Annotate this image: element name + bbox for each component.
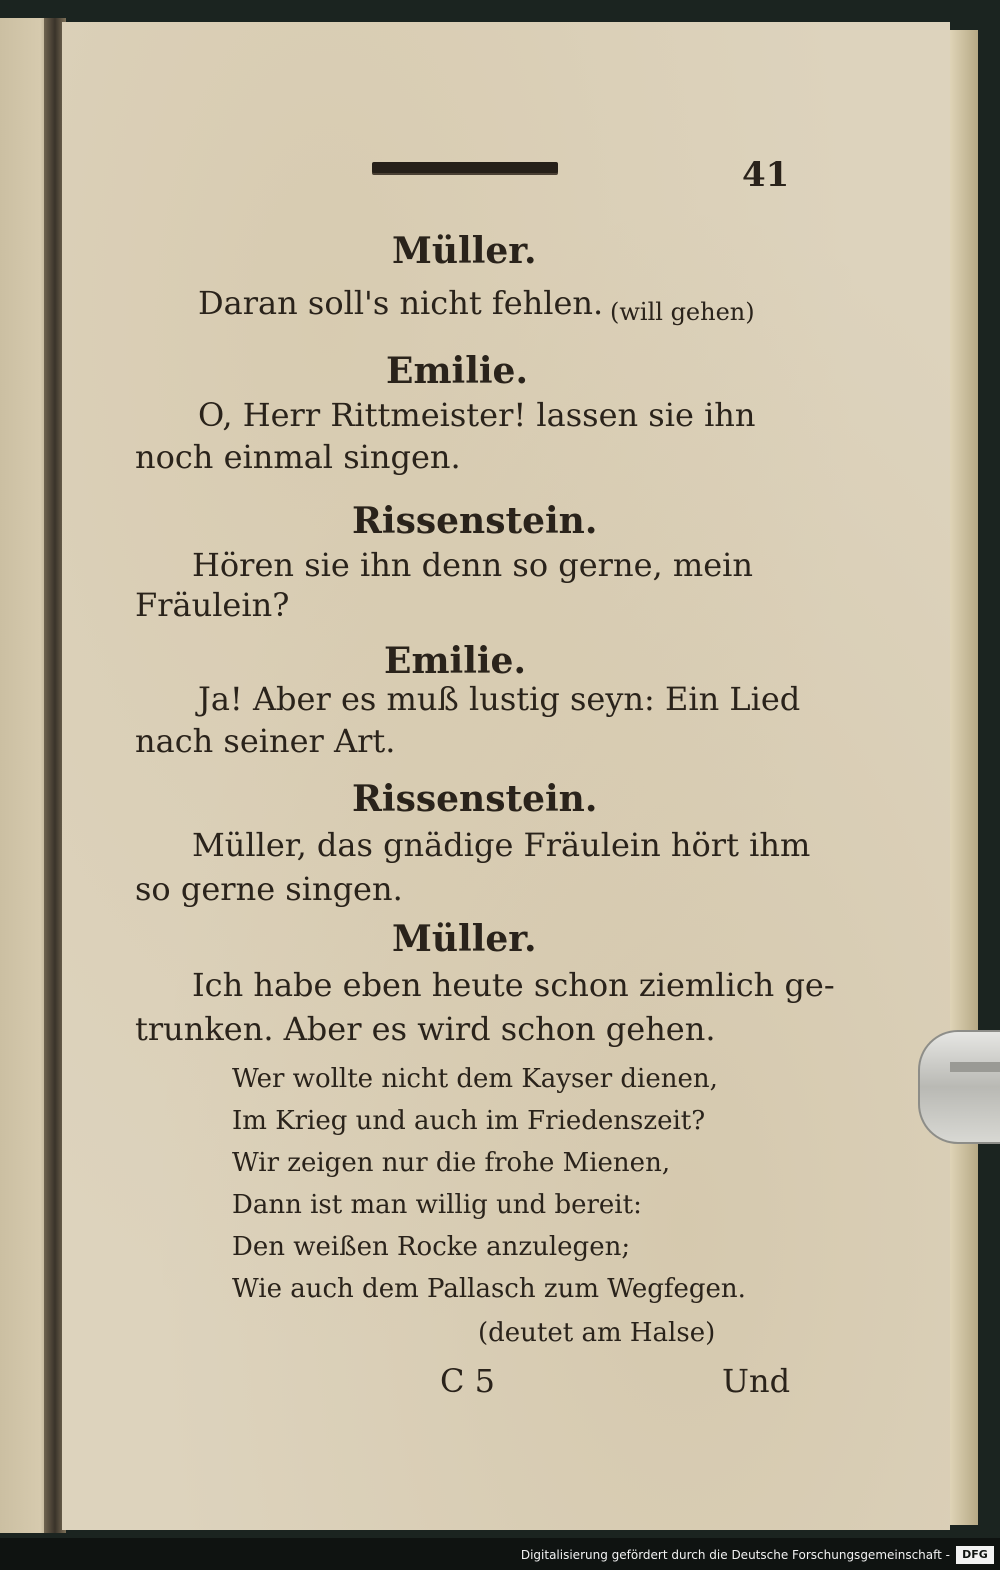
- line-2b: noch einmal singen.: [135, 438, 461, 476]
- line-5b: so gerne singen.: [135, 870, 403, 908]
- page-number: 41: [742, 155, 790, 195]
- line-5a: Müller, das gnädige Fräulein hört ihm: [192, 826, 811, 864]
- stage-direction-2: (deutet am Halse): [478, 1318, 716, 1348]
- line-3b: Fräulein?: [135, 586, 290, 624]
- verse-line-4: Dann ist man willig und bereit:: [232, 1190, 642, 1220]
- line-4b: nach seiner Art.: [135, 722, 396, 760]
- catchword: Und: [722, 1362, 791, 1400]
- speaker-rissenstein-1: Rissenstein.: [352, 500, 598, 542]
- page-clip: [918, 1030, 1000, 1144]
- speaker-mueller-1: Müller.: [392, 230, 537, 272]
- speaker-mueller-2: Müller.: [392, 918, 537, 960]
- speaker-emilie-1: Emilie.: [386, 350, 528, 392]
- line-6a: Ich habe eben heute schon ziemlich ge-: [192, 966, 835, 1004]
- verse-line-2: Im Krieg und auch im Friedenszeit?: [232, 1106, 706, 1136]
- line-4a: Ja! Aber es muß lustig seyn: Ein Lied: [198, 680, 801, 718]
- speaker-rissenstein-2: Rissenstein.: [352, 778, 598, 820]
- line-3a: Hören sie ihn denn so gerne, mein: [192, 546, 753, 584]
- speaker-emilie-2: Emilie.: [384, 640, 526, 682]
- stage-direction-1: (will gehen): [610, 298, 755, 326]
- line-6b: trunken. Aber es wird schon gehen.: [135, 1010, 716, 1048]
- line-2a: O, Herr Rittmeister! lassen sie ihn: [198, 396, 756, 434]
- verse-line-6: Wie auch dem Pallasch zum Wegfegen.: [232, 1274, 746, 1304]
- header-rule: [372, 162, 558, 173]
- dfg-logo-icon: DFG: [956, 1546, 994, 1564]
- line-1: Daran soll's nicht fehlen.: [198, 284, 604, 322]
- dfg-credit: Digitalisierung gefördert durch die Deutsche Forschungsgemeinschaft -: [520, 1548, 950, 1562]
- page-clip-rail: [950, 1062, 1000, 1072]
- verse-line-1: Wer wollte nicht dem Kayser dienen,: [232, 1064, 718, 1094]
- signature-mark: C 5: [440, 1362, 496, 1400]
- verse-line-3: Wir zeigen nur die frohe Mienen,: [232, 1148, 671, 1178]
- verse-line-5: Den weißen Rocke anzulegen;: [232, 1232, 631, 1262]
